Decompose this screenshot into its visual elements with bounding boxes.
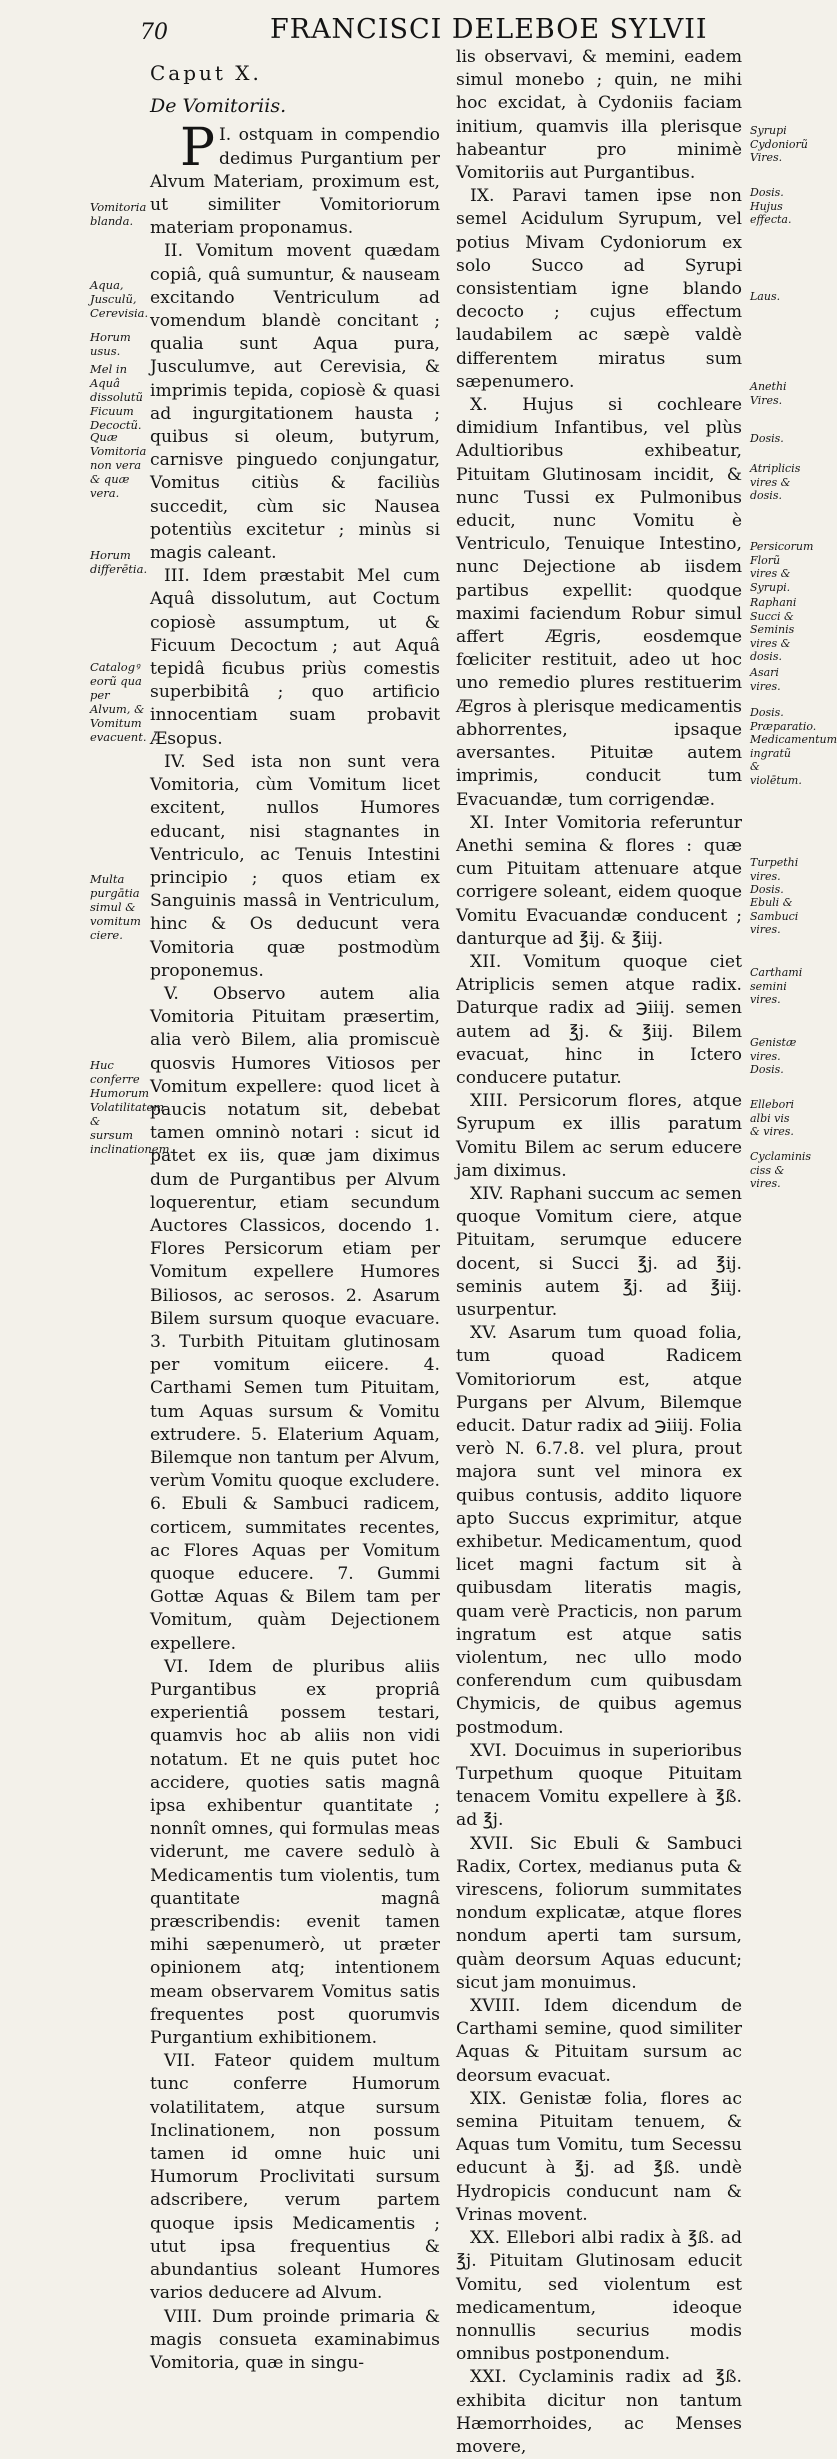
right-column (456, 46, 742, 2459)
margin-note: Catalogꝰ eorũ qua per Alvum, & Vomitum evacuent. (90, 660, 147, 744)
paragraph: VII. Fateor quidem multum tunc conferre Humorum volatilitatem, atque sursum Inclinationem, non possum tamen id omne huic uni Humorum Proclivitati sursum adscribere, verum partem quoque ipsis Medicamentis ; utut ipsa frequentius & abundantius soleant Humores varios deducere ad Alvum. (150, 2051, 440, 2304)
page-number: 70 (140, 20, 168, 45)
margin-note: Dosis. Hujus effecta. (750, 186, 792, 226)
margin-note: Turpethi vires. Dosis. (750, 856, 799, 896)
paragraph: XX. Ellebori albi radix à ℥ß. ad ℥j. Pituitam Glutinosam educit Vomitu, sed violentum est medicamentum, ideoque nonnullis securius modis omnibus postponendum. (456, 2228, 742, 2365)
margin-note: Persicorum Florũ vires & Syrupi. (750, 540, 814, 594)
paragraph: XI. Inter Vomitoria referuntur Anethi semina & flores : quæ cum Pituitam attenuare atque corrigere soleant, eidem quoque Vomitu Evacuandæ conducent ; danturque ad ℥ij. & ℥iij. (456, 812, 742, 949)
paragraph: XVII. Sic Ebuli & Sambuci Radix, Cortex, medianus puta & virescens, foliorum summitates nondum explicatæ, atque flores nondum aperti tam sursum, quàm deorsum Aquas educunt; sicut jam monuimus. (456, 1833, 742, 1993)
margin-note: Anethi Vires. (750, 380, 787, 407)
paragraph: VI. Idem de pluribus aliis Purgantibus ex propriâ experientiâ possem testari, quamvis hoc ab aliis non vidi notatum. Et ne quis putet hoc accidere, quoties satis magnâ ipsa exhibentur quantitate ; nonnît omnes, qui formulas meas viderunt, me cavere sedulò à Medicamentis tum violentis, tum quantitate magnâ præscribendis: evenit tamen mihi sæpenumerò, ut præter opinionem atq; intentionem meam observarem Vomitus satis frequentes post quorumvis Purgantium exhibitionem. (150, 1656, 440, 2049)
left-column (150, 58, 440, 2375)
margin-note: Asari vires. (750, 666, 781, 693)
running-title: FRANCISCI DELEBOE SYLVII (270, 14, 708, 45)
margin-note: Genistæ vires. Dosis. (750, 1036, 797, 1076)
margin-note: Horum differētia. (90, 548, 148, 576)
chapter-subtitle: De Vomitoriis. (150, 95, 287, 118)
paragraph: XIII. Persicorum flores, atque Syrupum ex illis paratum Vomitu Bilem ac serum educere jam diximus. (456, 1091, 742, 1181)
margin-note: Horum usus. (90, 330, 131, 358)
drop-cap: P (180, 118, 215, 179)
margin-note: Syrupi Cydoniorũ Vires. (750, 124, 808, 164)
paragraph: lis observavi, & memini, eadem simul monebo ; quin, ne mihi hoc excidat, à Cydoniis faciam initium, quamvis illa plerisque habeantur pro minimè Vomitoriis aut Purgantibus. (456, 47, 742, 184)
margin-note: Huc conferre Humorum Volatilitatem & sursum inclinationem. (90, 1058, 174, 1156)
paragraph: XV. Asarum tum quoad folia, tum quoad Radicem Vomitoriorum est, atque Purgans per Alvum, Bilemque educit. Datur radix ad ℈iiij. Folia verò N. 6.7.8. vel plura, prout majora sunt vel minora ex quibus contusis, addito liquore apto Succus exprimitur, atque exhibetur. Medicamentum, quod licet magni factum sit à quibusdam literatis magis, quam verè Practicis, non parum ingratum est atque satis violentum, nec ullo modo conferendum cum quibusdam Chymicis, de quibus agemus postmodum. (456, 1323, 742, 1738)
margin-note: Ebuli & Sambuci vires. (750, 896, 799, 936)
paragraph: II. Vomitum movent quædam copiâ, quâ sumuntur, & nauseam excitando Ventriculum ad vomendum blandè concitant ; qualia sunt Aqua pura, Jusculumve, aut Cerevisia, & imprimis tepida, copiosè & quasi ad ingurgitationem hausta ; quibus si oleum, butyrum, carnisve pinguedo conjungatur, Vomitus citiùs & faciliùs succedit, cùm sic Nausea potentiùs excitetur ; minùs si magis caleant. (150, 241, 440, 564)
paragraph: P I. ostquam in compendio dedimus Purgantium per Alvum Materiam, proximum est, ut similiter Vomitoriorum materiam proponamus. (150, 118, 440, 239)
paragraph: X. Hujus si cochleare dimidium Infantibus, vel plùs Adultioribus exhibeatur, Pituitam Glutinosam incidit, & nunc Tussi ex Pulmonibus educit, nunc Vomitu è Ventriculo, Tenuique Intestino, nunc Dejectione ab iisdem partibus expellit: quodque maximi faciendum Robur simul affert Ægris, eosdemque fœliciter restituit, adeo ut hoc uno remedio plures restituerim Ægros à plerisque medicamentis abhorrentes, ipsaque aversantes. Pituitæ autem imprimis, conducit tum Evacuandæ, tum corrigendæ. (456, 395, 742, 810)
margin-note: Multa purgātia simul & vomitum ciere. (90, 872, 141, 942)
margin-note: Quæ Vomitoria non vera & quæ vera. (90, 430, 147, 500)
margin-note: Atriplicis vires & dosis. (750, 462, 801, 502)
paragraph: V. Observo autem alia Vomitoria Pituitam præsertim, alia verò Bilem, alia promiscuè quosvis Humores Vitiosos per Vomitum expellere: quod licet à paucis notatum sit, debebat tamen omninò notari : sicut id patet ex iis, quæ jam diximus dum de Purgantibus per Alvum loquerentur, etiam secundum Auctores Classicos, docendo 1. Flores Persicorum etiam per Vomitum expellere Humores Biliosos, ac serosos. 2. Asarum Bilem sursum quoque evacuare. 3. Turbith Pituitam glutinosam per vomitum eiicere. 4. Carthami Semen tum Pituitam, tum Aquas sursum & Vomitu extrudere. 5. Elaterium Aquam, Bilemque non tantum per Alvum, verùm Vomitu quoque excludere. 6. Ebuli & Sambuci radicem, corticem, summitates recentes, ac Flores Aquas per Vomitum quoque educere. 7. Gummi Gottæ Aquas & Bilem tam per Vomitum, quàm Dejectionem expellere. (150, 983, 440, 1654)
margin-note: Carthami semini vires. (750, 966, 803, 1006)
paragraph: XXI. Cyclaminis radix ad ℥ß. exhibita dicitur non tantum Hæmorrhoides, ac Menses movere, (456, 2367, 742, 2457)
paragraph: VIII. Dum proinde primaria & magis consueta examinabimus Vomitoria, quæ in singu- (150, 2306, 440, 2373)
chapter-heading: Caput X. (150, 61, 262, 85)
margin-note: Ellebori albi vis & vires. (750, 1098, 795, 1138)
margin-note: Laus. (750, 290, 781, 303)
margin-note: Raphani Succi & Seminis vires & dosis. (750, 596, 797, 663)
paragraph: IV. Sed ista non sunt vera Vomitoria, cùm Vomitum licet excitent, nullos Humores educant, nisi stagnantes in Ventriculo, ac Tenuis Intestini principio ; quos etiam ex Sanguinis massâ in Ventriculum, hinc & Os deducunt vera Vomitoria quæ postmodùm proponemus. (150, 751, 440, 981)
paragraph: XIX. Genistæ folia, flores ac semina Pituitam tenuem, & Aquas tum Vomitu, tum Secessu educunt à ℥j. ad ℥ß. undè Hydropicis conducunt nam & Vrinas movent. (456, 2088, 742, 2225)
paragraph: XII. Vomitum quoque ciet Atriplicis semen atque radix. Daturque radix ad ℈iiij. semen autem ad ℥j. & ℥iij. Bilem evacuat, hinc in Ictero conducere putatur. (456, 951, 742, 1088)
margin-note: Dosis. Præparatio. Medicamentum ingratũ & violētum. (750, 706, 837, 787)
paragraph: XIV. Raphani succum ac semen quoque Vomitum ciere, atque Pituitam, serumque educere docent, si Succi ℥j. ad ℥ij. seminis autem ℥j. ad ℥iij. usurpentur. (456, 1183, 742, 1320)
margin-note: Dosis. (750, 432, 784, 445)
margin-note: Vomitoria blanda. (90, 200, 147, 228)
paragraph: III. Idem præstabit Mel cum Aquâ dissolutum, aut Coctum copiosè assumptum, ut & Ficuum Decoctum ; aut Aquâ tepidâ ficubus priùs comestis superbibitâ ; quo artificio innocentiam suam probavit Æsopus. (150, 566, 440, 749)
paragraph: XVIII. Idem dicendum de Carthami semine, quod similiter Aquas & Pituitam sursum ac deorsum evacuat. (456, 1996, 742, 2086)
paragraph: IX. Paravi tamen ipse non semel Acidulum Syrupum, vel potius Mivam Cydoniorum ex solo Succo ad Syrupi consistentiam igne blando decocto ; cujus effectum laudabilem ac sæpè valdè differentem miratus sum sæpenumero. (456, 186, 742, 392)
paragraph: XVI. Docuimus in superioribus Turpethum quoque Pituitam tenacem Vomitu expellere à ℥ß. ad ℥j. (456, 1740, 742, 1831)
margin-note: Aqua, Jusculũ, Cerevisia. (90, 278, 149, 320)
margin-note: Cyclaminis ciss & vires. (750, 1150, 812, 1190)
margin-note: Mel in Aquâ dissolutũ Ficuum Decoctũ. (90, 362, 143, 432)
